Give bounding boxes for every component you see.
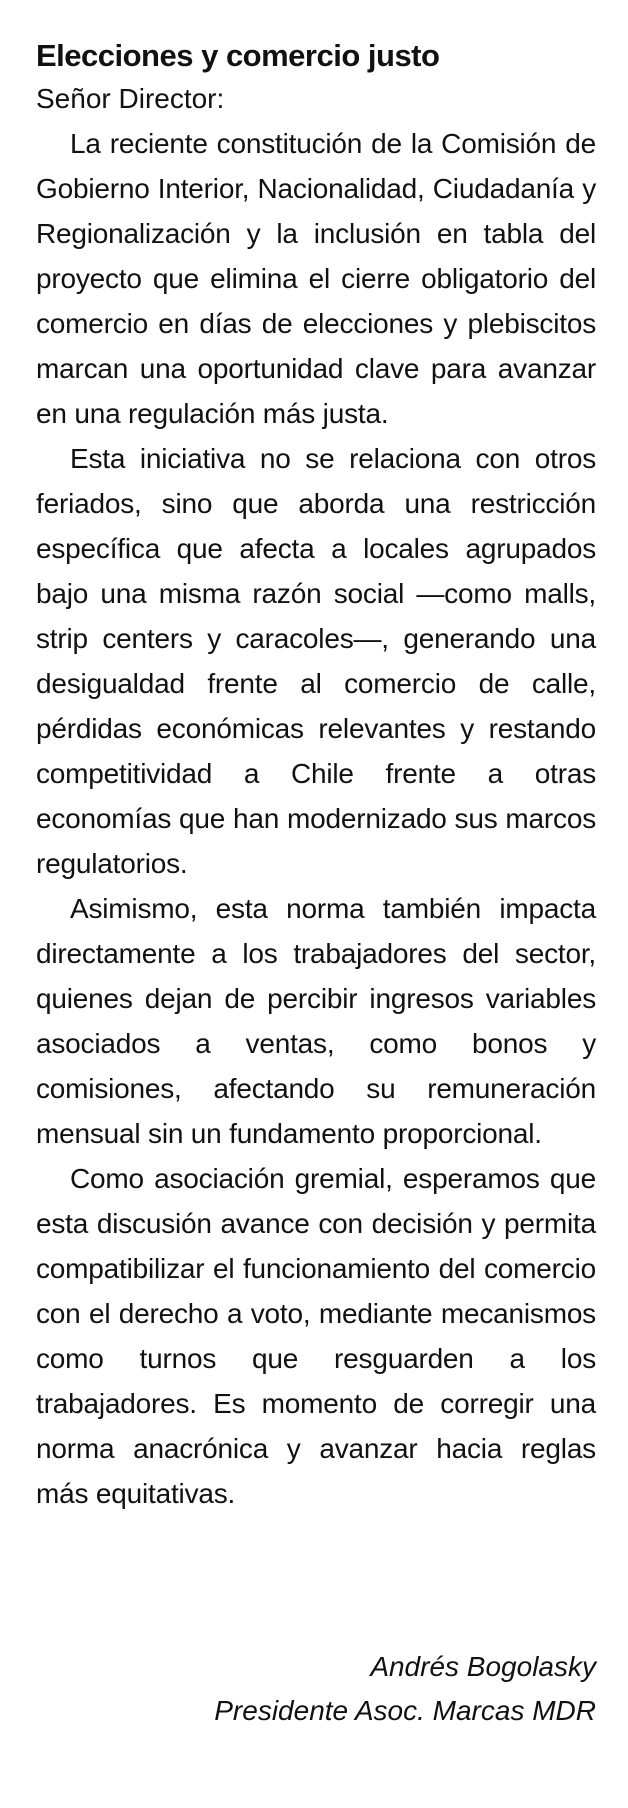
- paragraph: La reciente constitución de la Comisión de Gobierno Interior, Nacionalidad, Ciudadanía y Regionalización y la inclusión en tabla del proyecto que elimina el cierre obligatorio del comercio en días de elecciones y plebiscitos marcan una oportunidad clave para avanzar en una regulación más justa.: [36, 128, 596, 429]
- headline: Elecciones y comercio justo: [36, 38, 440, 73]
- paragraph: Asimismo, esta norma también impacta directamente a los trabajadores del sector, quienes dejan de percibir ingresos variables asociados a ventas, como bonos y comisiones, afectando su remuneración mensual sin un fundamento proporcional.: [36, 893, 596, 1149]
- signature-block: [214, 1645, 596, 1733]
- signature-title: Presidente Asoc. Marcas MDR: [214, 1695, 596, 1726]
- paragraph: Esta iniciativa no se relaciona con otros feriados, sino que aborda una restricción específica que afecta a locales agrupados bajo una misma razón social —como malls, strip centers y caracoles—, generando una desigualdad frente al comercio de calle, pérdidas económicas relevantes y restando competitividad a Chile frente a otras economías que han modernizado sus marcos regulatorios.: [36, 443, 596, 879]
- letter-body: [36, 121, 596, 1516]
- signature-name: Andrés Bogolasky: [370, 1651, 596, 1682]
- paragraph: Como asociación gremial, esperamos que esta discusión avance con decisión y permita compatibilizar el funcionamiento del comercio con el derecho a voto, mediante mecanismos como turnos que resguarden a los trabajadores. Es momento de corregir una norma anacrónica y avanzar hacia reglas más equitativas.: [36, 1163, 596, 1509]
- salutation: Señor Director:: [36, 83, 225, 114]
- letter-to-editor: [36, 38, 596, 1516]
